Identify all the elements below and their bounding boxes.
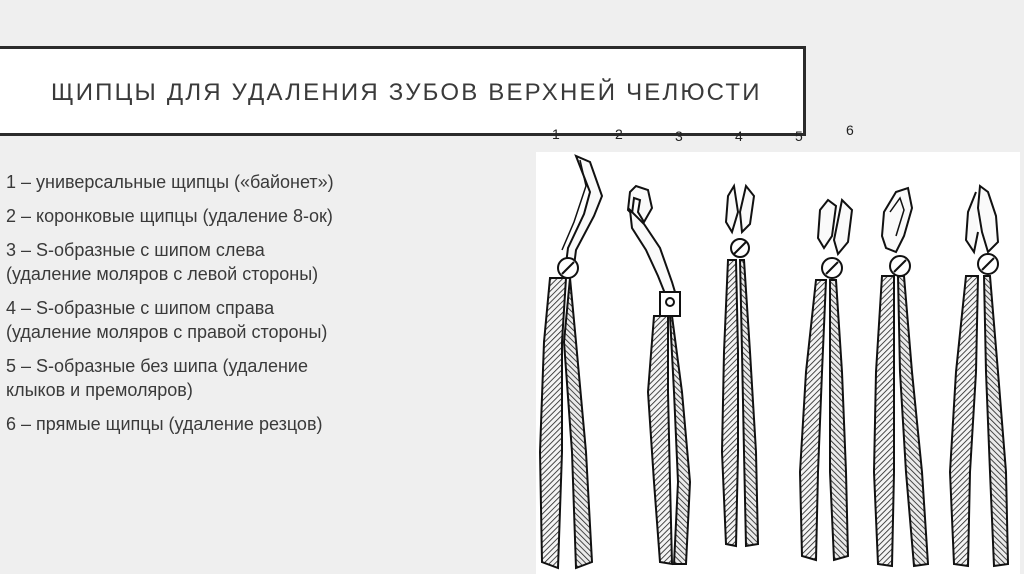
description-item-2 [6,204,526,228]
forceps-drawing [536,152,1020,574]
title-box [0,46,806,136]
description-line: 2 – коронковые щипцы (удаление 8-ок) [6,206,333,226]
description-line: 1 – универсальные щипцы («байонет») [6,172,334,192]
description-item-4 [6,296,526,344]
forceps-illustration [536,152,1020,574]
forceps-2 [628,186,690,564]
forceps-3 [722,186,758,546]
description-line: 6 – прямые щипцы (удаление резцов) [6,414,323,434]
description-list [6,170,526,446]
forceps-4 [800,200,852,560]
figure-number-3: 3 [675,128,683,144]
figure-number-6: 6 [846,122,854,138]
description-item-5 [6,354,526,402]
description-item-1 [6,170,526,194]
description-item-3 [6,238,526,286]
figure-number-2: 2 [615,126,623,142]
figure-number-5: 5 [795,128,803,144]
figure-number-1: 1 [552,126,560,142]
description-line: 4 – S-образные с шипом справа [6,298,275,318]
forceps-5 [874,188,928,566]
description-line: 5 – S-образные без шипа (удаление [6,356,308,376]
description-line: 3 – S-образные с шипом слева [6,240,265,260]
slide-title: ЩИПЦЫ ДЛЯ УДАЛЕНИЯ ЗУБОВ ВЕРХНЕЙ ЧЕЛЮСТИ [51,79,762,106]
figure-number-4: 4 [735,128,743,144]
forceps-6 [950,186,1008,566]
description-line-continued: (удаление моляров с правой стороны) [6,322,328,342]
description-line-continued: клыков и премоляров) [6,380,193,400]
description-line-continued: (удаление моляров с левой стороны) [6,264,319,284]
forceps-1 [540,156,602,568]
description-item-6 [6,412,526,436]
